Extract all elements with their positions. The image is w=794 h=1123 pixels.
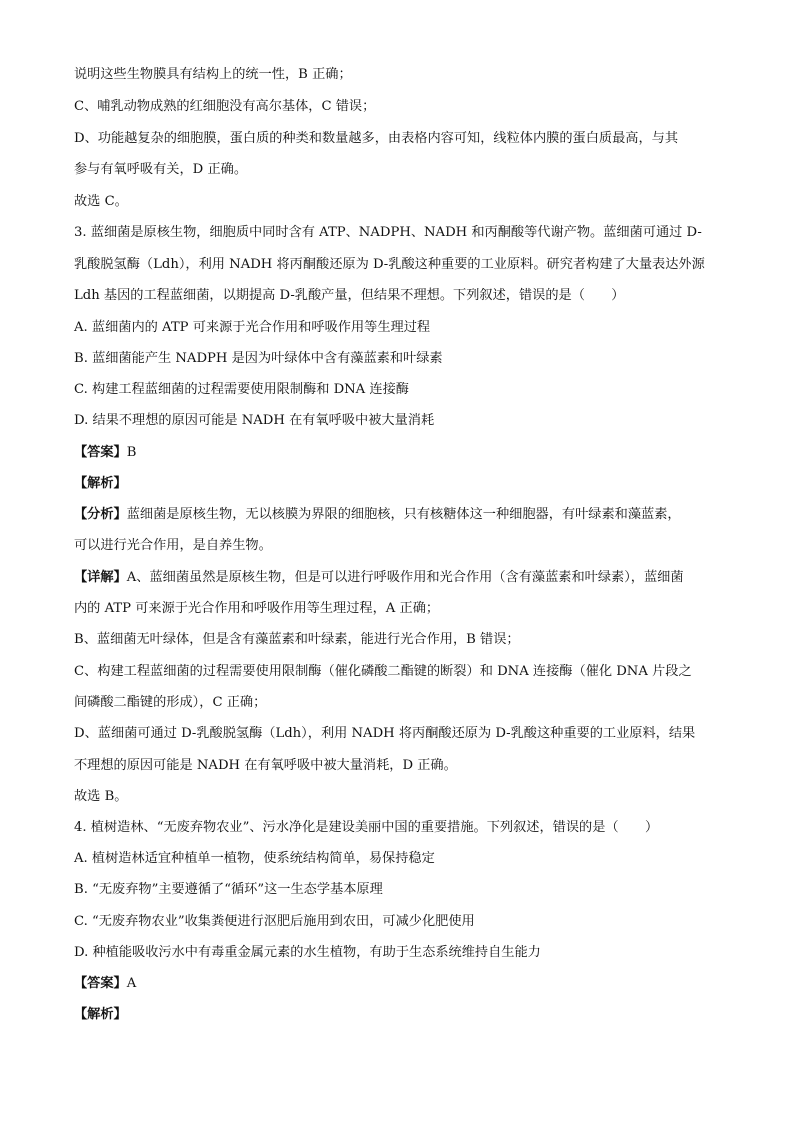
answer-label: 【答案】 — [74, 976, 127, 991]
analysis-heading — [74, 475, 127, 493]
text-line: C、哺乳动物成熟的红细胞没有高尔基体，C 错误； — [74, 99, 376, 114]
analysis-label: 【解析】 — [74, 1007, 127, 1022]
option-d: D. 种植能吸收污水中有毒重金属元素的水生植物，有助于生态系统维持自生能力 — [74, 945, 541, 960]
option-a: A. 植树造林适宜种植单一植物，使系统结构简单，易保持稳定 — [74, 851, 435, 866]
question-3-stem: 3. 蓝细菌是原核生物，细胞质中同时含有 ATP、NADPH、NADH 和丙酮酸等代谢产物。蓝细菌可通过 D- — [74, 225, 702, 240]
question-3-stem: 乳酸脱氢酶（Ldh），利用 NADH 将丙酮酸还原为 D-乳酸这种重要的工业原料。研究者构建了大量表达外源 — [74, 257, 705, 272]
option-d: D. 结果不理想的原因可能是 NADH 在有氧呼吸中被大量消耗 — [74, 413, 435, 428]
answer-label: 【答案】 — [74, 445, 127, 460]
text-line: 故选 B。 — [74, 789, 128, 804]
option-b: B. 蓝细菌能产生 NADPH 是因为叶绿体中含有藻蓝素和叶绿素 — [74, 351, 443, 366]
question-4-stem: 4. 植树造林、“无废弃物农业”、污水净化是建设美丽中国的重要措施。下列叙述，错误的是（ ） — [74, 820, 659, 835]
text-line: 可以进行光合作用，是自养生物。 — [74, 538, 272, 553]
detail-line: 【详解】A、蓝细菌虽然是原核生物，但是可以进行呼吸作用和光合作用（含有藻蓝素和叶绿素），蓝细菌 — [74, 570, 684, 585]
text-line: 说明这些生物膜具有结构上的统一性，B 正确； — [74, 67, 352, 82]
text-line: 参与有氧呼吸有关，D 正确。 — [74, 162, 248, 177]
analysis-heading — [74, 1006, 127, 1024]
question-3-stem: Ldh 基因的工程蓝细菌，以期提高 D-乳酸产量，但结果不理想。下列叙述，错误的是（ ） — [74, 288, 625, 303]
text-line: 内的 ATP 可来源于光合作用和呼吸作用等生理过程，A 正确； — [74, 601, 440, 616]
analysis-line: 【分析】蓝细菌是原核生物，无以核膜为界限的细胞核，只有核糖体这一种细胞器，有叶绿素和藻蓝素， — [74, 507, 681, 522]
option-c: C. “无废弃物农业”收集粪便进行沤肥后施用到农田，可减少化肥使用 — [74, 914, 475, 929]
option-c: C. 构建工程蓝细菌的过程需要使用限制酶和 DNA 连接酶 — [74, 382, 409, 397]
answer-line: 【答案】B — [74, 445, 137, 460]
text-line: 间磷酸二酯键的形成），C 正确； — [74, 695, 267, 710]
text-line: D、功能越复杂的细胞膜，蛋白质的种类和数量越多，由表格内容可知，线粒体内膜的蛋白质最高，与其 — [74, 131, 679, 146]
detail-label: 【详解】 — [74, 570, 127, 585]
answer-line: 【答案】A — [74, 976, 137, 991]
option-a: A. 蓝细菌内的 ATP 可来源于光合作用和呼吸作用等生理过程 — [74, 320, 431, 335]
analysis-sub-label: 【分析】 — [74, 507, 127, 522]
text-line: 不理想的原因可能是 NADH 在有氧呼吸中被大量消耗，D 正确。 — [74, 758, 457, 773]
text-line: 故选 C。 — [74, 194, 128, 209]
text-line: B、蓝细菌无叶绿体，但是含有藻蓝素和叶绿素，能进行光合作用，B 错误； — [74, 632, 520, 647]
option-b: B. “无废弃物”主要遵循了“循环”这一生态学基本原理 — [74, 882, 383, 897]
text-line: D、蓝细菌可通过 D-乳酸脱氢酶（Ldh），利用 NADH 将丙酮酸还原为 D-乳酸这种重要的工业原料，结果 — [74, 726, 696, 741]
text-line: C、构建工程蓝细菌的过程需要使用限制酶（催化磷酸二酯键的断裂）和 DNA 连接酶（催化 DNA 片段之 — [74, 664, 692, 679]
analysis-label: 【解析】 — [74, 476, 127, 491]
